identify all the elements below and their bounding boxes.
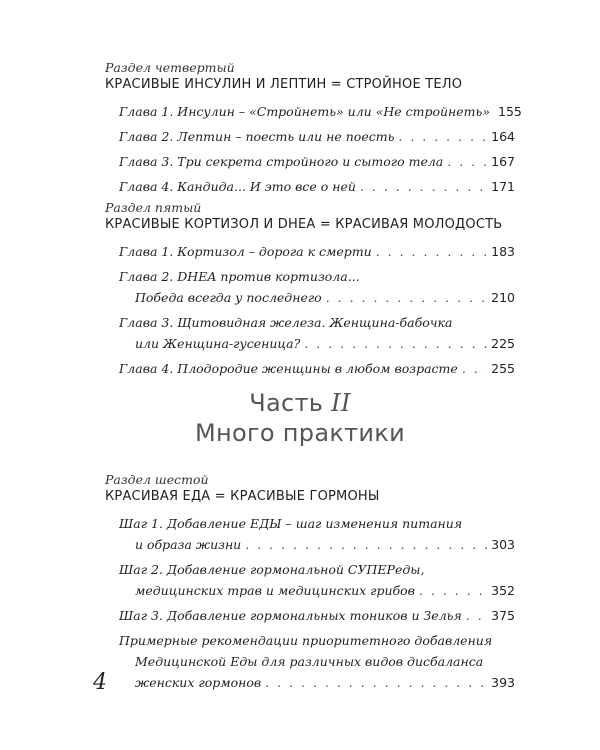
entry-page: 393 <box>491 675 515 690</box>
toc-entry[interactable] <box>119 513 515 555</box>
dot-leader <box>398 126 487 147</box>
entry-text: Глава 3. Щитовидная железа. Женщина-бабочка <box>119 315 453 330</box>
section-title: Раздел четвертый <box>105 60 235 75</box>
dot-leader <box>466 605 487 626</box>
entry-text: Шаг 1. Добавление ЕДЫ – шаг изменения питания <box>119 516 463 531</box>
toc-entry[interactable] <box>119 605 515 626</box>
entry-text: Шаг 2. Добавление гормональной СУПЕРеды, <box>119 562 425 577</box>
toc-entry[interactable] <box>119 176 515 197</box>
section-sixth <box>105 472 515 697</box>
dot-leader <box>376 241 487 262</box>
toc-entry[interactable] <box>119 101 522 122</box>
section-fifth <box>105 200 515 383</box>
entry-page: 164 <box>491 129 515 144</box>
part-title <box>0 388 600 418</box>
entry-text: Глава 1. Инсулин – «Стройнеть» или «Не стройнеть» <box>119 104 490 119</box>
entry-text: Глава 2. DHEA против кортизола... <box>119 269 360 284</box>
entry-text: Глава 4. Плодородие женщины в любом возрасте <box>119 361 458 376</box>
section-subtitle: КРАСИВЫЕ КОРТИЗОЛ И DHEA = КРАСИВАЯ МОЛОДОСТЬ <box>105 217 503 232</box>
section-fourth <box>105 60 522 201</box>
toc-entry[interactable] <box>119 559 515 601</box>
dot-leader <box>265 672 487 693</box>
part-numeral: II <box>331 389 351 417</box>
dot-leader <box>326 287 487 308</box>
entry-page: 183 <box>491 244 515 259</box>
dot-leader <box>304 333 487 354</box>
section-title: Раздел пятый <box>105 200 202 215</box>
entry-page: 303 <box>491 537 515 552</box>
entry-page: 225 <box>491 336 515 351</box>
page-number: 4 <box>93 670 107 695</box>
toc-entry[interactable] <box>119 241 515 262</box>
entry-page: 375 <box>491 608 515 623</box>
part-label: Часть <box>249 389 324 417</box>
section-subtitle: КРАСИВЫЕ ИНСУЛИН И ЛЕПТИН = СТРОЙНОЕ ТЕЛО <box>105 77 463 92</box>
entry-text: Победа всегда у последнего <box>135 290 322 305</box>
toc-entry[interactable] <box>119 358 515 379</box>
entry-text: или Женщина-гусеница? <box>135 336 301 351</box>
entry-page: 255 <box>491 361 515 376</box>
section-subtitle: КРАСИВАЯ ЕДА = КРАСИВЫЕ ГОРМОНЫ <box>105 489 380 504</box>
dot-leader <box>360 176 487 197</box>
entry-text: Глава 4. Кандида... И это все о ней <box>119 179 356 194</box>
dot-leader <box>462 358 487 379</box>
toc-entry[interactable] <box>119 266 515 308</box>
entry-text: Глава 3. Три секрета стройного и сытого тела <box>119 154 444 169</box>
dot-leader <box>447 151 487 172</box>
toc-entry[interactable] <box>119 126 515 147</box>
part-heading <box>0 388 600 448</box>
entry-text: Примерные рекомендации приоритетного добавления <box>119 633 493 648</box>
entry-page: 155 <box>498 104 522 119</box>
dot-leader <box>419 580 487 601</box>
part-subtitle: Много практики <box>194 419 405 447</box>
entry-text: женских гормонов <box>135 675 262 690</box>
entry-page: 171 <box>491 179 515 194</box>
entry-page: 210 <box>491 290 515 305</box>
toc-entry[interactable] <box>119 151 515 172</box>
entry-page: 167 <box>491 154 515 169</box>
entry-text: Медицинской Еды для различных видов дисбаланса <box>135 654 484 669</box>
toc-entry[interactable] <box>119 312 515 354</box>
toc-entry[interactable] <box>119 630 515 693</box>
entry-text: медицинских трав и медицинских грибов <box>135 583 415 598</box>
entry-text: и образа жизни <box>135 537 242 552</box>
entry-text: Глава 2. Лептин – поесть или не поесть <box>119 129 395 144</box>
entry-text: Глава 1. Кортизол – дорога к смерти <box>119 244 372 259</box>
entry-text: Шаг 3. Добавление гормональных тоников и Зелья <box>119 608 462 623</box>
dot-leader <box>245 534 487 555</box>
entry-page: 352 <box>491 583 515 598</box>
section-title: Раздел шестой <box>105 472 209 487</box>
